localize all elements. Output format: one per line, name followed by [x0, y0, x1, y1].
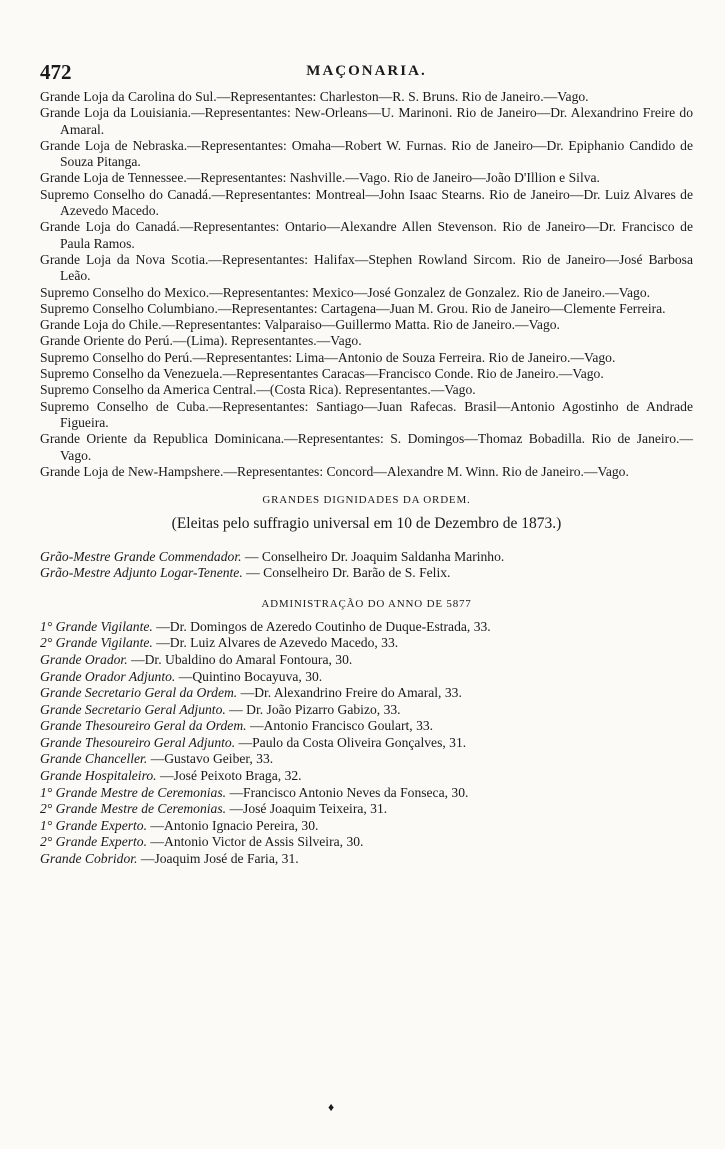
office-title: Grande Orador Adjunto.	[40, 668, 176, 684]
list-item	[40, 818, 693, 835]
election-note: (Eleitas pelo suffragio universal em 10 de Dezembro de 1873.)	[171, 515, 562, 533]
office-title: Grande Secretario Geral Adjunto.	[40, 701, 226, 717]
office-holder: —José Joaquim Teixeira, 31.	[229, 801, 388, 817]
list-item: Grande Loja de Tennessee.—Representantes: Nashville.—Vago. Rio de Janeiro—João D'Illion e Silva.	[40, 170, 600, 186]
list-item: Supremo Conselho da Venezuela.—Representantes Caracas—Francisco Conde. Rio de Janeiro.—Vago.	[40, 366, 604, 382]
office-title: Grande Chanceller.	[40, 751, 148, 767]
list-item	[40, 669, 693, 686]
list-item: Supremo Conselho Columbiano.—Representantes: Cartagena—Juan M. Grou. Rio de Janeiro—Clemente Ferreira.	[40, 300, 666, 316]
office-title: 2° Grande Experto.	[40, 834, 147, 850]
office-holder: —Antonio Victor de Assis Silveira, 30.	[150, 834, 364, 850]
representatives-list	[40, 89, 693, 480]
list-item	[40, 635, 693, 652]
office-title: 1° Grande Mestre de Ceremonias.	[40, 784, 227, 800]
list-item	[40, 619, 693, 636]
office-holder: —Dr. Ubaldino do Amaral Fontoura, 30.	[131, 651, 353, 667]
list-item	[40, 549, 693, 565]
list-item: Supremo Conselho de Cuba.—Representantes: Santiago—Juan Rafecas. Brasil—Antonio Agostinho de Andrade Figueira.	[40, 398, 693, 430]
office-title: Grande Cobridor.	[40, 851, 138, 867]
office-holder: —Joaquim José de Faria, 31.	[140, 851, 299, 867]
office-title: 1° Grande Experto.	[40, 817, 147, 833]
administration-heading: ADMINISTRAÇÃO DO ANNO DE 5877	[261, 597, 472, 610]
page-number: 472	[40, 60, 72, 84]
list-item	[40, 834, 693, 851]
office-holder: —Gustavo Geiber, 33.	[150, 751, 274, 767]
list-item: Grande Oriente do Perú.—(Lima). Representantes.—Vago.	[40, 333, 362, 349]
list-item: Supremo Conselho do Perú.—Representantes: Lima—Antonio de Souza Ferreira. Rio de Janeiro.—Vago.	[40, 349, 616, 365]
list-item: Grande Oriente da Republica Dominicana.—Representantes: S. Domingos—Thomaz Bobadilla. Rio de Janeiro.—Vago.	[40, 431, 693, 463]
office-title: 2° Grande Vigilante.	[40, 635, 153, 651]
office-holder: —Quintino Bocayuva, 30.	[178, 668, 323, 684]
list-item	[40, 785, 693, 802]
list-item	[40, 801, 693, 818]
office-title: 2° Grande Mestre de Ceremonias.	[40, 801, 227, 817]
list-item	[40, 652, 693, 669]
list-item	[40, 702, 693, 719]
page-header	[40, 60, 693, 86]
office-holder: —José Peixoto Braga, 32.	[159, 768, 302, 784]
office-holder: —Antonio Ignacio Pereira, 30.	[150, 817, 319, 833]
list-item: Supremo Conselho da America Central.—(Costa Rica). Representantes.—Vago.	[40, 382, 476, 398]
office-holder: —Dr. Domingos de Azeredo Coutinho de Duque-Estrada, 33.	[156, 618, 491, 634]
list-item	[40, 565, 693, 581]
list-item: Supremo Conselho do Canadá.—Representantes: Montreal—John Isaac Stearns. Rio de Janeiro—Dr. Luiz Alvares de Azevedo Macedo.	[40, 186, 693, 219]
dignitaries-heading: GRANDES DIGNIDADES DA ORDEM.	[262, 494, 471, 507]
office-title: Grande Thesoureiro Geral da Ordem.	[40, 718, 247, 734]
list-item	[40, 751, 693, 768]
office-holder: —Antonio Francisco Goulart, 33.	[249, 718, 434, 734]
list-item: Grande Loja da Nova Scotia.—Representantes: Halifax—Stephen Rowland Sircom. Rio de Janeiro—José Barbosa Leão.	[40, 251, 693, 284]
office-holder: —Dr. Alexandrino Freire do Amaral, 33.	[240, 685, 462, 701]
list-item: Supremo Conselho do Mexico.—Representantes: Mexico—José Gonzalez de Gonzalez. Rio de Janeiro.—Vago.	[40, 284, 651, 300]
list-item: Grande Loja da Louisiania.—Representantes: New-Orleans—U. Marinoni. Rio de Janeiro—Dr. Alexandrino Freire do Amaral.	[40, 105, 693, 137]
office-title: Grande Secretario Geral da Ordem.	[40, 685, 238, 701]
office-holder: —Paulo da Costa Oliveira Gonçalves, 31.	[238, 734, 467, 750]
office-title: Grão-Mestre Adjunto Logar-Tenente.	[40, 565, 243, 581]
running-title: MAÇONARIA.	[306, 63, 427, 79]
dignitaries-list	[40, 549, 693, 582]
office-holder: — Dr. João Pizarro Gabizo, 33.	[229, 701, 401, 717]
office-holder: —Dr. Luiz Alvares de Azevedo Macedo, 33.	[156, 635, 399, 651]
office-title: Grande Orador.	[40, 651, 128, 667]
list-item	[40, 718, 693, 735]
list-item: Grande Loja de New-Hampshere.—Representantes: Concord—Alexandre M. Winn. Rio de Janeiro.—Vago.	[40, 463, 629, 479]
list-item: Grande Loja do Chile.—Representantes: Valparaiso—Guillermo Matta. Rio de Janeiro.—Vago.	[40, 317, 560, 333]
list-item: Grande Loja do Canadá.—Representantes: Ontario—Alexandre Allen Stevenson. Rio de Janeiro—Dr. Francisco de Paula Ramos.	[40, 219, 693, 251]
office-title: Grão-Mestre Grande Commendador.	[40, 549, 242, 565]
office-title: 1° Grande Vigilante.	[40, 618, 153, 634]
office-holder: —Francisco Antonio Neves da Fonseca, 30.	[229, 784, 469, 800]
officers-list	[40, 619, 693, 868]
list-item	[40, 768, 693, 785]
office-title: Grande Thesoureiro Geral Adjunto.	[40, 734, 236, 750]
office-holder: — Conselheiro Dr. Barão de S. Felix.	[246, 565, 451, 581]
office-holder: — Conselheiro Dr. Joaquim Saldanha Marinho.	[244, 549, 505, 565]
list-item	[40, 735, 693, 752]
office-title: Grande Hospitaleiro.	[40, 768, 157, 784]
list-item	[40, 851, 693, 868]
list-item	[40, 685, 693, 702]
list-item: Grande Loja de Nebraska.—Representantes: Omaha—Robert W. Furnas. Rio de Janeiro—Dr. Epiphanio Candido de Souza Pitanga.	[40, 137, 693, 170]
list-item: Grande Loja da Carolina do Sul.—Representantes: Charleston—R. S. Bruns. Rio de Janeiro.—Vago.	[40, 89, 589, 104]
ornament-icon: ♦	[328, 1100, 335, 1114]
